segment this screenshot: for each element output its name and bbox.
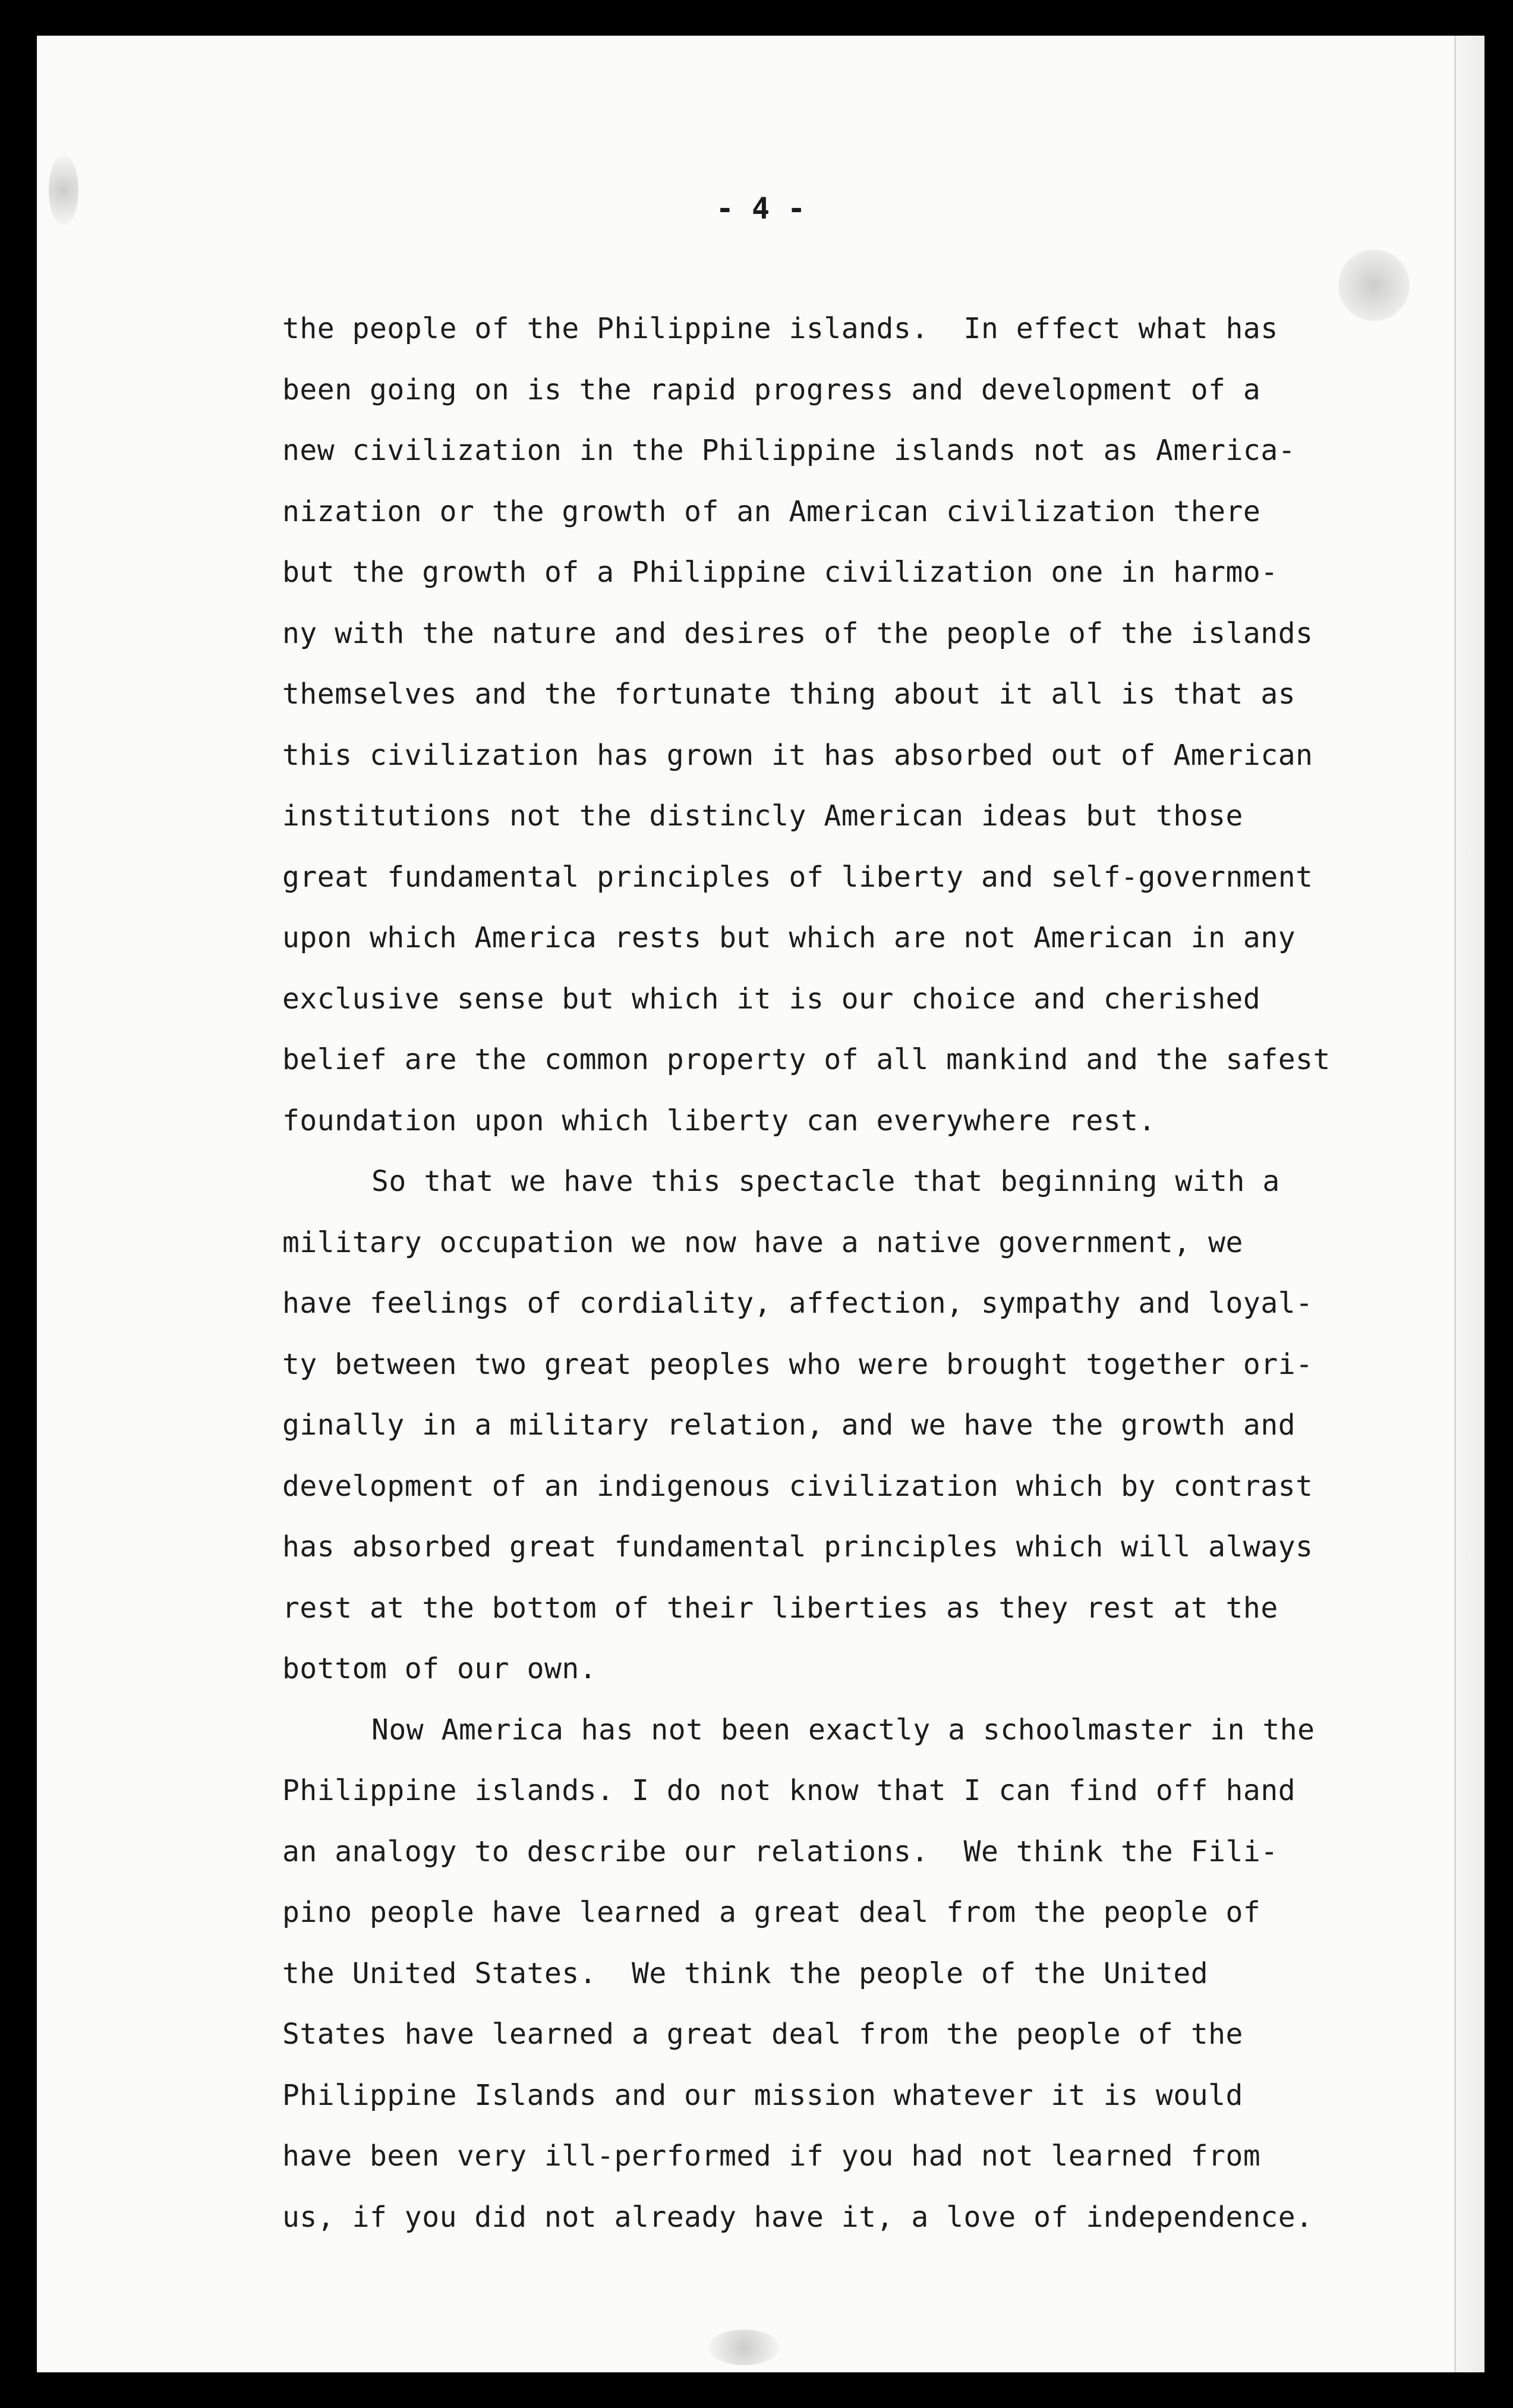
text-line: an analogy to describe our relations. We think the Fili-	[282, 1835, 1278, 1868]
text-line: bottom of our own.	[282, 1652, 597, 1685]
text-line: So that we have this spectacle that beginning with a	[371, 1165, 1280, 1198]
text-line: Philippine islands. I do not know that I can find off hand	[282, 1774, 1296, 1807]
text-line: have been very ill-performed if you had not learned from	[282, 2139, 1261, 2173]
text-line: institutions not the distincly American ideas but those	[282, 799, 1243, 833]
text-line: have feelings of cordiality, affection, sympathy and loyal-	[282, 1287, 1313, 1320]
text-line: been going on is the rapid progress and development of a	[282, 373, 1261, 406]
text-line: great fundamental principles of liberty and self-government	[282, 860, 1313, 894]
text-line: nization or the growth of an American civilization there	[282, 494, 1261, 528]
text-line: pino people have learned a great deal from the people of	[282, 1896, 1261, 1929]
text-line: rest at the bottom of their liberties as they rest at the	[282, 1591, 1278, 1625]
text-line: military occupation we now have a native government, we	[282, 1225, 1243, 1259]
text-line: ginally in a military relation, and we have the growth and	[282, 1408, 1296, 1442]
text-line: ny with the nature and desires of the people of the islands	[282, 616, 1313, 650]
text-line: belief are the common property of all mankind and the safest	[282, 1043, 1331, 1076]
text-line: foundation upon which liberty can everywhere rest.	[282, 1104, 1156, 1137]
text-line: ty between two great peoples who were brought together ori-	[282, 1347, 1313, 1381]
text-line: development of an indigenous civilization which by contrast	[282, 1469, 1313, 1503]
text-line: this civilization has grown it has absorbed out of American	[282, 738, 1313, 772]
ink-smudge	[708, 2330, 780, 2365]
text-line: themselves and the fortunate thing about it all is that as	[282, 677, 1296, 711]
text-line: Philippine Islands and our mission whatever it is would	[282, 2078, 1243, 2112]
text-line: States have learned a great deal from the people of the	[282, 2018, 1243, 2051]
text-line: new civilization in the Philippine islands not as America-	[282, 434, 1296, 467]
text-line: us, if you did not already have it, a love of independence.	[282, 2200, 1313, 2234]
typed-body-text	[282, 298, 1411, 2248]
text-line: the United States. We think the people of the United	[282, 1956, 1209, 1990]
text-line: but the growth of a Philippine civilization one in harmo-	[282, 556, 1278, 589]
text-line: the people of the Philippine islands. In effect what has	[282, 312, 1278, 345]
page-number: - 4 -	[715, 191, 806, 226]
document-page	[37, 36, 1484, 2372]
text-line: Now America has not been exactly a schoolmaster in the	[371, 1713, 1315, 1747]
text-line: upon which America rests but which are not American in any	[282, 921, 1296, 954]
text-line: has absorbed great fundamental principles which will always	[282, 1530, 1313, 1564]
page-edge-shadow	[1454, 36, 1484, 2372]
text-line: exclusive sense but which it is our choice and cherished	[282, 982, 1261, 1016]
